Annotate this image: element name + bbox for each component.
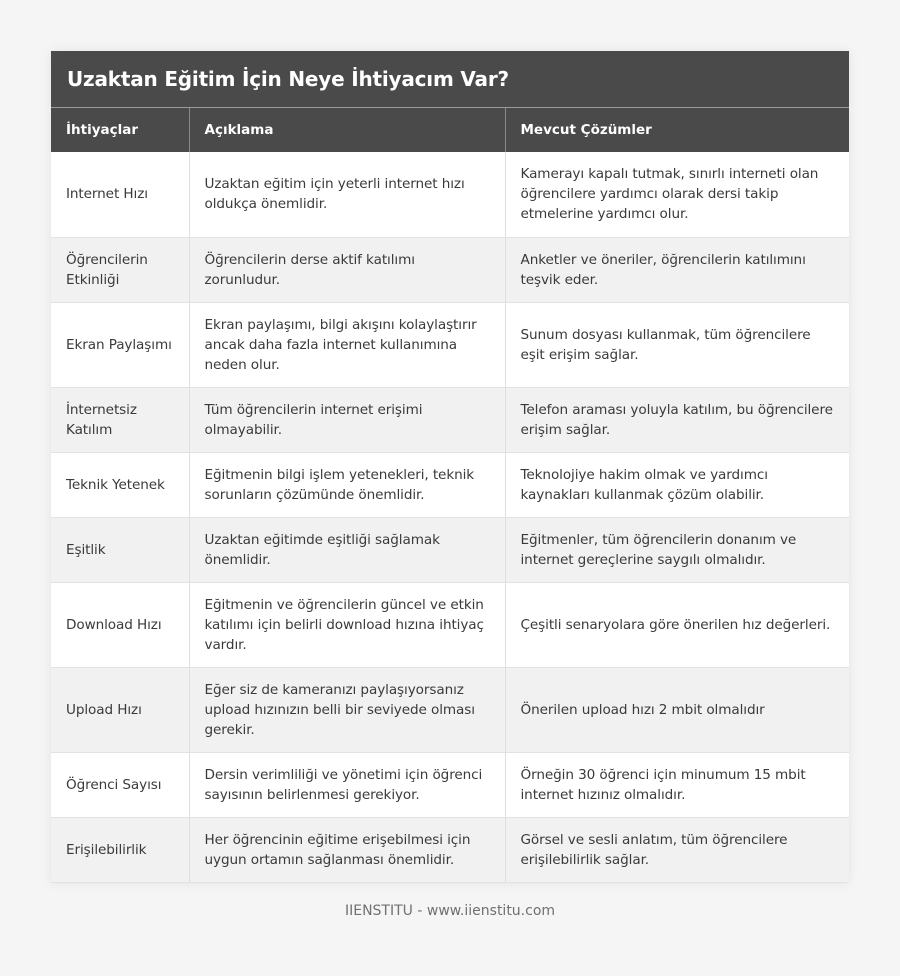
description-cell: Ekran paylaşımı, bilgi akışını kolaylaştırır ancak daha fazla internet kullanımına neden olur.: [189, 302, 505, 387]
solution-cell: Sunum dosyası kullanmak, tüm öğrencilere eşit erişim sağlar.: [505, 302, 849, 387]
need-cell: Teknik Yetenek: [51, 452, 189, 517]
footer-credit: IIENSTITU - www.iienstitu.com: [344, 903, 556, 919]
table-row: [51, 387, 849, 452]
table-row: [51, 152, 849, 237]
table-row: [51, 517, 849, 582]
header-row: [51, 108, 849, 152]
solution-cell: Çeşitli senaryolara göre önerilen hız değerleri.: [505, 582, 849, 667]
need-cell: Internet Hızı: [51, 152, 189, 237]
column-header-solutions: Mevcut Çözümler: [505, 108, 849, 152]
solution-cell: Telefon araması yoluyla katılım, bu öğrencilere erişim sağlar.: [505, 387, 849, 452]
need-cell: Eşitlik: [51, 517, 189, 582]
solution-cell: Görsel ve sesli anlatım, tüm öğrencilere erişilebilirlik sağlar.: [505, 817, 849, 882]
description-cell: Eğitmenin bilgi işlem yetenekleri, teknik sorunların çözümünde önemlidir.: [189, 452, 505, 517]
description-cell: Uzaktan eğitimde eşitliği sağlamak önemlidir.: [189, 517, 505, 582]
table-row: [51, 302, 849, 387]
need-cell: Ekran Paylaşımı: [51, 302, 189, 387]
title-bar: [51, 51, 849, 108]
need-cell: Download Hızı: [51, 582, 189, 667]
table-card: [51, 51, 849, 883]
need-cell: İnternetsiz Katılım: [51, 387, 189, 452]
description-cell: Uzaktan eğitim için yeterli internet hızı oldukça önemlidir.: [189, 152, 505, 237]
need-cell: Erişilebilirlik: [51, 817, 189, 882]
solution-cell: Anketler ve öneriler, öğrencilerin katılımını teşvik eder.: [505, 237, 849, 302]
description-cell: Her öğrencinin eğitime erişebilmesi için uygun ortamın sağlanması önemlidir.: [189, 817, 505, 882]
description-cell: Eğitmenin ve öğrencilerin güncel ve etkin katılımı için belirli download hızına ihtiyaç vardır.: [189, 582, 505, 667]
table-row: [51, 667, 849, 752]
description-cell: Öğrencilerin derse aktif katılımı zorunludur.: [189, 237, 505, 302]
solution-cell: Kamerayı kapalı tutmak, sınırlı interneti olan öğrencilere yardımcı olarak dersi takip etmelerine yardımcı olur.: [505, 152, 849, 237]
table-row: [51, 237, 849, 302]
need-cell: Öğrenci Sayısı: [51, 752, 189, 817]
table-row: [51, 452, 849, 517]
table-title: Uzaktan Eğitim İçin Neye İhtiyacım Var?: [67, 67, 509, 91]
solution-cell: Eğitmenler, tüm öğrencilerin donanım ve internet gereçlerine saygılı olmalıdır.: [505, 517, 849, 582]
column-header-needs: İhtiyaçlar: [51, 108, 189, 152]
need-cell: Öğrencilerin Etkinliği: [51, 237, 189, 302]
need-cell: Upload Hızı: [51, 667, 189, 752]
table-row: [51, 817, 849, 882]
needs-table: [51, 108, 849, 883]
description-cell: Dersin verimliliği ve yönetimi için öğrenci sayısının belirlenmesi gerekiyor.: [189, 752, 505, 817]
table-row: [51, 752, 849, 817]
column-header-description: Açıklama: [189, 108, 505, 152]
description-cell: Tüm öğrencilerin internet erişimi olmayabilir.: [189, 387, 505, 452]
description-cell: Eğer siz de kameranızı paylaşıyorsanız upload hızınızın belli bir seviyede olması gerekir.: [189, 667, 505, 752]
solution-cell: Örneğin 30 öğrenci için minumum 15 mbit internet hızınız olmalıdır.: [505, 752, 849, 817]
table-row: [51, 582, 849, 667]
solution-cell: Teknolojiye hakim olmak ve yardımcı kaynakları kullanmak çözüm olabilir.: [505, 452, 849, 517]
solution-cell: Önerilen upload hızı 2 mbit olmalıdır: [505, 667, 849, 752]
